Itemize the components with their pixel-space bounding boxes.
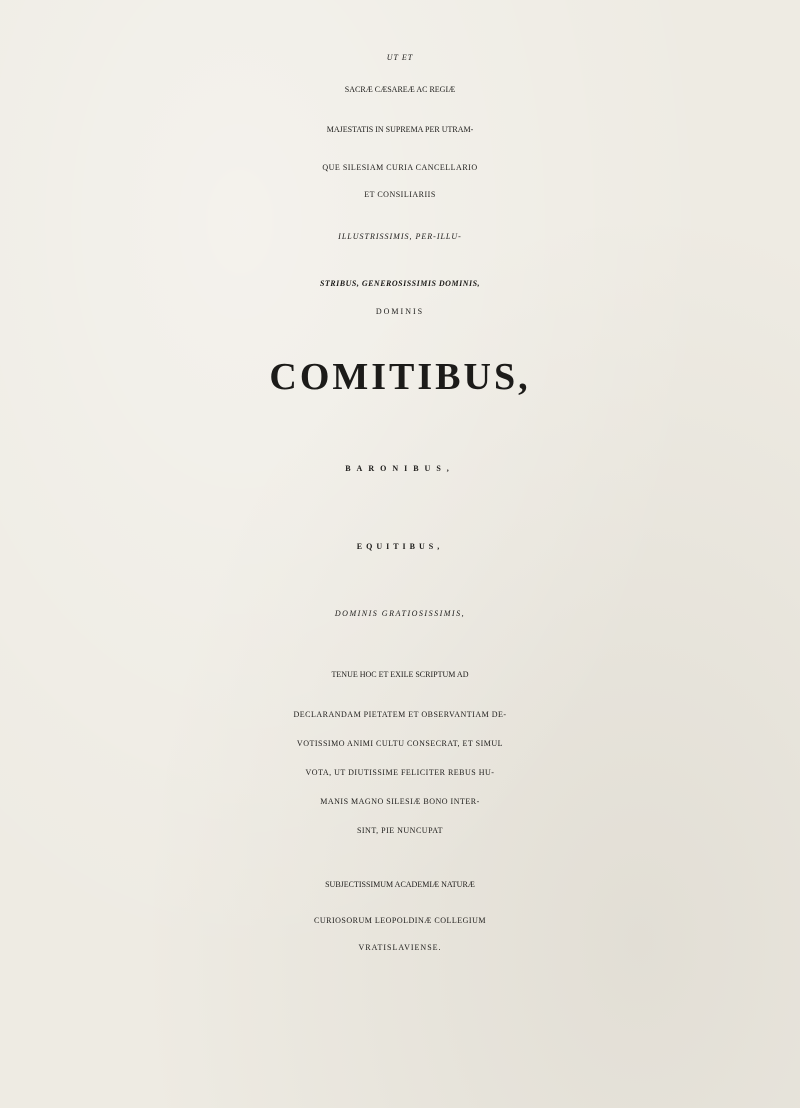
tenue-line-3: VOTISSIMO ANIMI CULTU CONSECRAT, ET SIMUL xyxy=(296,739,504,748)
dedication-line-2: MAJESTATIS IN SUPREMA PER UTRAM- xyxy=(326,125,474,134)
dedication-line-1: SACRÆ CÆSAREÆ AC REGIÆ xyxy=(344,85,456,94)
tenue-line-5: MANIS MAGNO SILESIÆ BONO INTER- xyxy=(320,797,480,806)
illustrissimis-line: ILLUSTRISSIMIS, PER-ILLU- xyxy=(338,232,462,241)
dedication-line-4: ET CONSILIARIIS xyxy=(364,190,436,199)
comitibus-heading: COMITIBUS, xyxy=(269,356,531,398)
stribus-line: STRIBUS, GENEROSISSIMIS DOMINIS, xyxy=(319,279,481,288)
tenue-line-6: SINT, PIE NUNCUPAT xyxy=(356,826,444,835)
tenue-line-1: TENUE HOC ET EXILE SCRIPTUM AD xyxy=(331,670,469,679)
equitibus-heading: EQUITIBUS, xyxy=(356,542,444,551)
dedication-line-3: QUE SILESIAM CURIA CANCELLARIO xyxy=(322,163,478,172)
dominis-heading: DOMINIS xyxy=(375,307,425,316)
baronibus-heading: BARONIBUS, xyxy=(345,464,455,473)
signature-line-3: VRATISLAVIENSE. xyxy=(358,943,442,952)
ut-et-heading: UT ET xyxy=(386,53,414,62)
tenue-line-4: VOTA, UT DIUTISSIME FELICITER REBUS HU- xyxy=(305,768,495,777)
signature-line-1: SUBJECTISSIMUM ACADEMIÆ NATURÆ xyxy=(325,880,475,889)
tenue-line-2: DECLARANDAM PIETATEM ET OBSERVANTIAM DE- xyxy=(293,710,507,719)
signature-line-2: CURIOSORUM LEOPOLDINÆ COLLEGIUM xyxy=(314,916,486,925)
gratiosissimis-line: DOMINIS GRATIOSISSIMIS, xyxy=(334,609,466,618)
